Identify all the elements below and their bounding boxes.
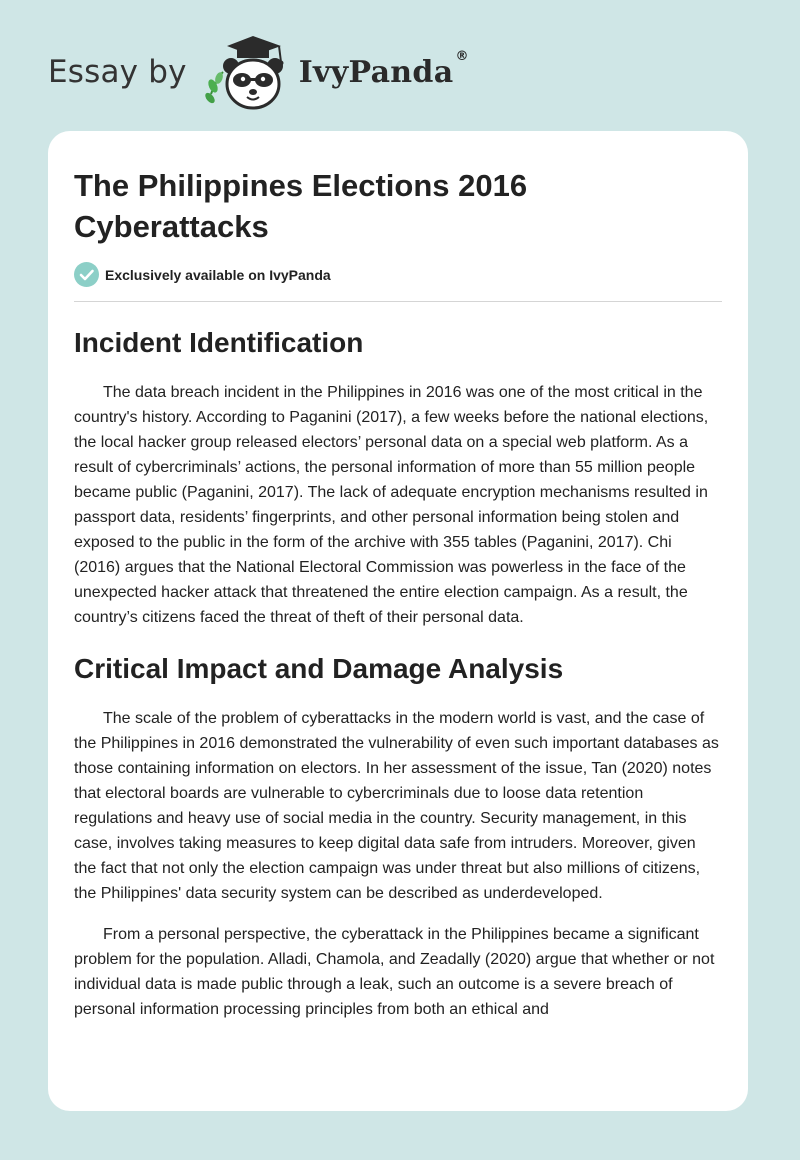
exclusive-badge-text: Exclusively available on IvyPanda: [105, 266, 331, 283]
paragraph: The data breach incident in the Philippines in 2016 was one of the most critical in the country's history. According to Paganini (2017), a few weeks before the national elections, the local hacker group released electors’ personal data on a special web platform. As a result of cybercriminals’ actions, the personal information of more than 55 million people became public (Paganini, 2017). The lack of adequate encryption mechanisms resulted in passport data, residents’ fingerprints, and other personal information being stolen and exposed to the public in the form of the archive with 355 tables (Paganini, 2017). Chi (2016) argues that the National Electoral Commission was powerless in the face of the unexpected hacker attack that threatened the entire election campaign. As a result, the country’s citizens faced the threat of theft of their personal data.: [74, 384, 709, 626]
page-title: The Philippines Elections 2016 Cyberattacks: [74, 168, 528, 244]
check-circle-icon: [74, 262, 99, 287]
section-heading: Critical Impact and Damage Analysis: [74, 653, 564, 684]
essay-by-label: Essay by: [48, 54, 187, 90]
paragraph: The scale of the problem of cyberattacks in the modern world is vast, and the case of the Philippines in 2016 demonstrated the vulnerability of even such important databases as those containing information on electors. In her assessment of the issue, Tan (2020) notes that electoral boards are vulnerable to cybercriminals due to loose data retention regulations and heavy use of social media in the country. Security management, in this case, involves taking measures to keep digital data safe from intruders. Moreover, given the fact that not only the election campaign was under threat but also millions of citizens, the Philippines' data security system can be described as underdeveloped.: [74, 710, 719, 902]
site-header: [48, 32, 469, 112]
panda-graduate-icon: [201, 32, 293, 112]
exclusive-badge: [74, 262, 722, 302]
essay-card: [48, 131, 748, 1111]
paragraph: From a personal perspective, the cyberattack in the Philippines became a significant problem for the population. Alladi, Chamola, and Zeadally (2020) argue that whether or not individual data is made public through a leak, such an outcome is a severe breach of personal information processing principles from both an ethical and: [74, 926, 715, 1018]
section-heading: Incident Identification: [74, 327, 364, 358]
brand-name[interactable]: IvyPanda ®: [298, 48, 469, 90]
